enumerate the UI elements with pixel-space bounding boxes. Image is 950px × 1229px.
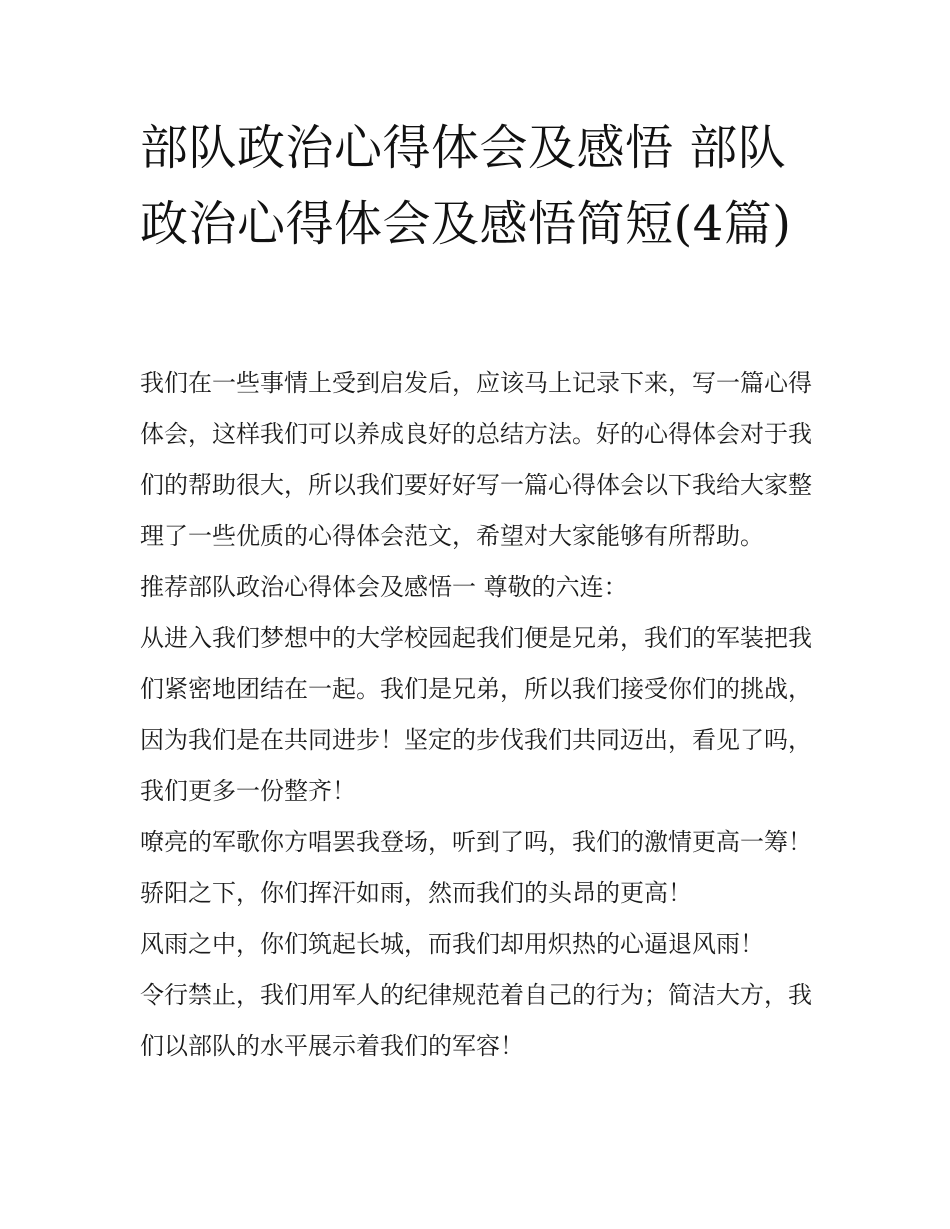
- paragraph-army-song: 嘹亮的军歌你方唱罢我登场，听到了吗，我们的激情更高一筹！ 骄阳之下，你们挥汗如雨，然而我们的头昂的更高！: [140, 828, 812, 907]
- paragraph-wind-rain: 风雨之中，你们筑起长城，而我们却用炽热的心逼退风雨！: [140, 930, 764, 958]
- document-body: [140, 358, 830, 1072]
- document-title: 部队政治心得体会及感悟 部队政治心得体会及感悟简短(4篇): [140, 120, 792, 252]
- paragraph-discipline: 令行禁止，我们用军人的纪律规范着自己的行为；简洁大方，我们以部队的水平展示着我们的军容！: [140, 981, 812, 1060]
- paragraph-brothers: 从进入我们梦想中的大学校园起我们便是兄弟，我们的军装把我们紧密地团结在一起。我们是兄弟，所以我们接受你们的挑战，因为我们是在共同进步！坚定的步伐我们共同迈出，看见了吗，我们更多一份整齐！: [140, 624, 812, 805]
- paragraph-intro: 我们在一些事情上受到启发后，应该马上记录下来，写一篇心得体会，这样我们可以养成良好的总结方法。好的心得体会对于我们的帮助很大，所以我们要好好写一篇心得体会以下我给大家整理了一些优质的心得体会范文，希望对大家能够有所帮助。: [140, 369, 812, 550]
- paragraph-heading: 推荐部队政治心得体会及感悟一 尊敬的六连：: [140, 573, 628, 601]
